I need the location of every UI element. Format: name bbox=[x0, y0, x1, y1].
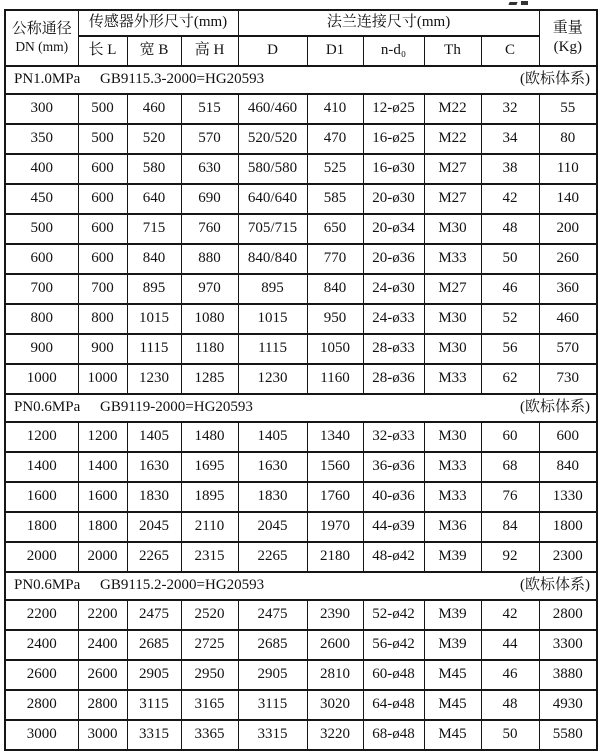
cell-d: 1015 bbox=[238, 304, 307, 334]
cell-c: 42 bbox=[481, 600, 539, 630]
cell-d1: 1050 bbox=[307, 334, 363, 364]
cell-n-d0: 56-ø42 bbox=[363, 630, 424, 660]
section-pressure: PN1.0MPa bbox=[14, 71, 81, 88]
cell-weight: 360 bbox=[539, 274, 597, 304]
cell-d1: 1970 bbox=[307, 512, 363, 542]
cell-d: 460/460 bbox=[238, 94, 307, 124]
cell-n-d0: 68-ø48 bbox=[363, 720, 424, 750]
cell-n-d0: 64-ø48 bbox=[363, 690, 424, 720]
cell-weight: 55 bbox=[539, 94, 597, 124]
cell-th: M33 bbox=[424, 244, 481, 274]
header-sensor-dimensions-group: 传感器外形尺寸(mm) bbox=[78, 10, 238, 36]
cell-th: M33 bbox=[424, 364, 481, 394]
header-col-th: Th bbox=[424, 36, 481, 66]
cell-n-d0: 60-ø48 bbox=[363, 660, 424, 690]
cell-width-b: 1405 bbox=[127, 422, 181, 452]
section-header-cell bbox=[5, 572, 597, 600]
cell-height-h: 3165 bbox=[181, 690, 238, 720]
cell-c: 60 bbox=[481, 422, 539, 452]
cell-weight: 600 bbox=[539, 422, 597, 452]
section-pressure: PN0.6MPa bbox=[14, 577, 81, 594]
cell-length-l: 2200 bbox=[78, 600, 127, 630]
cell-th: M27 bbox=[424, 184, 481, 214]
cell-length-l: 2800 bbox=[78, 690, 127, 720]
cell-th: M33 bbox=[424, 482, 481, 512]
cell-dn: 300 bbox=[5, 94, 78, 124]
cell-c: 68 bbox=[481, 452, 539, 482]
cell-length-l: 2600 bbox=[78, 660, 127, 690]
cell-length-l: 500 bbox=[78, 94, 127, 124]
cell-c: 56 bbox=[481, 334, 539, 364]
cell-weight: 1800 bbox=[539, 512, 597, 542]
cell-height-h: 880 bbox=[181, 244, 238, 274]
header-col-height-h: 高 H bbox=[181, 36, 238, 66]
table-row bbox=[5, 244, 597, 274]
cell-c: 46 bbox=[481, 660, 539, 690]
cell-weight: 570 bbox=[539, 334, 597, 364]
cell-weight: 460 bbox=[539, 304, 597, 334]
cell-length-l: 900 bbox=[78, 334, 127, 364]
cell-d: 1115 bbox=[238, 334, 307, 364]
cell-height-h: 3365 bbox=[181, 720, 238, 750]
cell-weight: 200 bbox=[539, 214, 597, 244]
cell-d: 895 bbox=[238, 274, 307, 304]
cell-length-l: 500 bbox=[78, 124, 127, 154]
table-row bbox=[5, 274, 597, 304]
cell-n-d0: 20-ø34 bbox=[363, 214, 424, 244]
cell-width-b: 3115 bbox=[127, 690, 181, 720]
cell-n-d0: 36-ø36 bbox=[363, 452, 424, 482]
cell-c: 84 bbox=[481, 512, 539, 542]
cell-dn: 900 bbox=[5, 334, 78, 364]
section-header-cell bbox=[5, 66, 597, 94]
cell-th: M39 bbox=[424, 542, 481, 572]
section-header-row bbox=[5, 572, 597, 600]
cell-d1: 950 bbox=[307, 304, 363, 334]
cell-weight: 5580 bbox=[539, 720, 597, 750]
cell-dn: 450 bbox=[5, 184, 78, 214]
header-row-columns bbox=[5, 36, 597, 66]
table-row bbox=[5, 94, 597, 124]
cell-dn: 700 bbox=[5, 274, 78, 304]
cell-d1: 840 bbox=[307, 274, 363, 304]
header-weight-title: 重量 bbox=[552, 20, 583, 37]
table-row bbox=[5, 482, 597, 512]
cell-d1: 1340 bbox=[307, 422, 363, 452]
header-col-length-l: 长 L bbox=[78, 36, 127, 66]
cell-n-d0: 24-ø33 bbox=[363, 304, 424, 334]
cell-c: 34 bbox=[481, 124, 539, 154]
cell-height-h: 1180 bbox=[181, 334, 238, 364]
cell-dn: 2000 bbox=[5, 542, 78, 572]
cell-n-d0: 12-ø25 bbox=[363, 94, 424, 124]
cell-weight: 2300 bbox=[539, 542, 597, 572]
cell-width-b: 2265 bbox=[127, 542, 181, 572]
header-weight-sub: (Kg) bbox=[553, 39, 582, 55]
table-row bbox=[5, 154, 597, 184]
cell-length-l: 600 bbox=[78, 214, 127, 244]
cell-n-d0: 52-ø42 bbox=[363, 600, 424, 630]
cell-dn: 1400 bbox=[5, 452, 78, 482]
table-row bbox=[5, 630, 597, 660]
cell-dn: 500 bbox=[5, 214, 78, 244]
cell-height-h: 2950 bbox=[181, 660, 238, 690]
section-note: (欧标体系) bbox=[520, 399, 591, 416]
cell-c: 50 bbox=[481, 720, 539, 750]
section-note: (欧标体系) bbox=[520, 577, 591, 594]
cell-n-d0: 20-ø30 bbox=[363, 184, 424, 214]
cell-th: M45 bbox=[424, 660, 481, 690]
cell-th: M45 bbox=[424, 690, 481, 720]
header-col-d1: D1 bbox=[307, 36, 363, 66]
cell-d1: 2810 bbox=[307, 660, 363, 690]
cell-width-b: 2475 bbox=[127, 600, 181, 630]
table-row bbox=[5, 214, 597, 244]
cell-height-h: 1480 bbox=[181, 422, 238, 452]
cell-d1: 470 bbox=[307, 124, 363, 154]
cell-c: 48 bbox=[481, 214, 539, 244]
cell-d: 3315 bbox=[238, 720, 307, 750]
cell-c: 50 bbox=[481, 244, 539, 274]
cell-c: 48 bbox=[481, 690, 539, 720]
cell-weight: 260 bbox=[539, 244, 597, 274]
table-row bbox=[5, 542, 597, 572]
cell-length-l: 800 bbox=[78, 304, 127, 334]
cell-length-l: 600 bbox=[78, 154, 127, 184]
cell-n-d0: 40-ø36 bbox=[363, 482, 424, 512]
cell-dn: 2600 bbox=[5, 660, 78, 690]
cell-dn: 2800 bbox=[5, 690, 78, 720]
cell-d1: 3220 bbox=[307, 720, 363, 750]
cell-th: M45 bbox=[424, 720, 481, 750]
section-header-row bbox=[5, 66, 597, 94]
table-row bbox=[5, 660, 597, 690]
cell-th: M30 bbox=[424, 214, 481, 244]
cell-d: 705/715 bbox=[238, 214, 307, 244]
table-header bbox=[5, 10, 597, 66]
cell-dn: 2200 bbox=[5, 600, 78, 630]
cell-d: 840/840 bbox=[238, 244, 307, 274]
cell-length-l: 1400 bbox=[78, 452, 127, 482]
header-dn-title: 公称通径 bbox=[11, 21, 72, 38]
cell-n-d0: 16-ø25 bbox=[363, 124, 424, 154]
cell-height-h: 2110 bbox=[181, 512, 238, 542]
header-dn-sub: DN (mm) bbox=[15, 38, 69, 54]
section-standard: GB9115.2-2000=HG20593 bbox=[100, 577, 265, 594]
cell-d: 1830 bbox=[238, 482, 307, 512]
table-row bbox=[5, 334, 597, 364]
cell-th: M33 bbox=[424, 452, 481, 482]
cell-d: 2045 bbox=[238, 512, 307, 542]
cell-d1: 1160 bbox=[307, 364, 363, 394]
cell-width-b: 1230 bbox=[127, 364, 181, 394]
table-row bbox=[5, 184, 597, 214]
cell-width-b: 1015 bbox=[127, 304, 181, 334]
cell-height-h: 515 bbox=[181, 94, 238, 124]
cell-d1: 650 bbox=[307, 214, 363, 244]
cell-c: 38 bbox=[481, 154, 539, 184]
cell-weight: 3300 bbox=[539, 630, 597, 660]
cell-d: 3115 bbox=[238, 690, 307, 720]
cell-length-l: 700 bbox=[78, 274, 127, 304]
cell-height-h: 570 bbox=[181, 124, 238, 154]
cell-c: 32 bbox=[481, 94, 539, 124]
table-row bbox=[5, 124, 597, 154]
cell-dn: 1800 bbox=[5, 512, 78, 542]
header-weight bbox=[539, 10, 597, 66]
header-col-d: D bbox=[238, 36, 307, 66]
cell-length-l: 3000 bbox=[78, 720, 127, 750]
cell-width-b: 2905 bbox=[127, 660, 181, 690]
cell-th: M22 bbox=[424, 124, 481, 154]
cell-width-b: 1830 bbox=[127, 482, 181, 512]
header-col-width-b: 宽 B bbox=[127, 36, 181, 66]
cell-length-l: 1000 bbox=[78, 364, 127, 394]
cell-width-b: 2685 bbox=[127, 630, 181, 660]
cell-d: 640/640 bbox=[238, 184, 307, 214]
cell-height-h: 1695 bbox=[181, 452, 238, 482]
cell-th: M39 bbox=[424, 630, 481, 660]
section-pressure: PN0.6MPa bbox=[14, 399, 81, 416]
header-col-c: C bbox=[481, 36, 539, 66]
cell-height-h: 690 bbox=[181, 184, 238, 214]
cell-dn: 800 bbox=[5, 304, 78, 334]
cell-th: M27 bbox=[424, 154, 481, 184]
cell-dn: 1000 bbox=[5, 364, 78, 394]
cell-d: 2685 bbox=[238, 630, 307, 660]
cell-width-b: 895 bbox=[127, 274, 181, 304]
header-nominal-diameter bbox=[5, 10, 78, 66]
cell-d: 2265 bbox=[238, 542, 307, 572]
cell-height-h: 2725 bbox=[181, 630, 238, 660]
cell-height-h: 2315 bbox=[181, 542, 238, 572]
cell-th: M39 bbox=[424, 600, 481, 630]
cell-height-h: 1895 bbox=[181, 482, 238, 512]
cell-width-b: 2045 bbox=[127, 512, 181, 542]
cell-c: 46 bbox=[481, 274, 539, 304]
cell-d: 520/520 bbox=[238, 124, 307, 154]
cell-th: M27 bbox=[424, 274, 481, 304]
cell-length-l: 1600 bbox=[78, 482, 127, 512]
cell-height-h: 1080 bbox=[181, 304, 238, 334]
cell-d: 1630 bbox=[238, 452, 307, 482]
section-note: (欧标体系) bbox=[520, 71, 591, 88]
cell-d: 580/580 bbox=[238, 154, 307, 184]
cell-dn: 2400 bbox=[5, 630, 78, 660]
cell-length-l: 1200 bbox=[78, 422, 127, 452]
cell-th: M30 bbox=[424, 334, 481, 364]
cell-th: M22 bbox=[424, 94, 481, 124]
cell-dn: 600 bbox=[5, 244, 78, 274]
cell-th: M36 bbox=[424, 512, 481, 542]
cell-width-b: 3315 bbox=[127, 720, 181, 750]
table-row bbox=[5, 422, 597, 452]
table-row bbox=[5, 304, 597, 334]
cell-d: 1230 bbox=[238, 364, 307, 394]
cell-width-b: 640 bbox=[127, 184, 181, 214]
cell-n-d0: 44-ø39 bbox=[363, 512, 424, 542]
cell-weight: 140 bbox=[539, 184, 597, 214]
cell-d1: 1560 bbox=[307, 452, 363, 482]
cell-width-b: 1630 bbox=[127, 452, 181, 482]
cell-c: 52 bbox=[481, 304, 539, 334]
cell-n-d0: 28-ø36 bbox=[363, 364, 424, 394]
cell-width-b: 1115 bbox=[127, 334, 181, 364]
cell-width-b: 580 bbox=[127, 154, 181, 184]
table-row bbox=[5, 364, 597, 394]
cell-weight: 80 bbox=[539, 124, 597, 154]
cell-d1: 525 bbox=[307, 154, 363, 184]
section-header-cell bbox=[5, 394, 597, 422]
cell-c: 62 bbox=[481, 364, 539, 394]
cell-d1: 3020 bbox=[307, 690, 363, 720]
header-flange-connection-group: 法兰连接尺寸(mm) bbox=[238, 10, 539, 36]
cell-width-b: 715 bbox=[127, 214, 181, 244]
cell-d1: 2600 bbox=[307, 630, 363, 660]
cell-weight: 2800 bbox=[539, 600, 597, 630]
cell-weight: 730 bbox=[539, 364, 597, 394]
cell-length-l: 600 bbox=[78, 184, 127, 214]
cell-d1: 2180 bbox=[307, 542, 363, 572]
cell-dn: 1200 bbox=[5, 422, 78, 452]
cell-d: 1405 bbox=[238, 422, 307, 452]
table-row bbox=[5, 600, 597, 630]
header-col-n-d0: n-d₀ bbox=[363, 36, 424, 66]
cell-n-d0: 32-ø33 bbox=[363, 422, 424, 452]
cell-c: 42 bbox=[481, 184, 539, 214]
cell-n-d0: 24-ø30 bbox=[363, 274, 424, 304]
section-header-row bbox=[5, 394, 597, 422]
cell-d1: 585 bbox=[307, 184, 363, 214]
cell-width-b: 460 bbox=[127, 94, 181, 124]
cell-width-b: 520 bbox=[127, 124, 181, 154]
cell-d1: 2390 bbox=[307, 600, 363, 630]
cell-n-d0: 28-ø33 bbox=[363, 334, 424, 364]
section-standard: GB9119-2000=HG20593 bbox=[100, 399, 253, 416]
cell-height-h: 970 bbox=[181, 274, 238, 304]
table-row bbox=[5, 452, 597, 482]
cell-weight: 4930 bbox=[539, 690, 597, 720]
cell-height-h: 2520 bbox=[181, 600, 238, 630]
cell-dn: 350 bbox=[5, 124, 78, 154]
cell-height-h: 760 bbox=[181, 214, 238, 244]
cell-c: 76 bbox=[481, 482, 539, 512]
cell-weight: 1330 bbox=[539, 482, 597, 512]
cell-height-h: 630 bbox=[181, 154, 238, 184]
cell-d1: 410 bbox=[307, 94, 363, 124]
table-row bbox=[5, 690, 597, 720]
flange-dimension-table bbox=[4, 9, 598, 751]
cell-width-b: 840 bbox=[127, 244, 181, 274]
cell-weight: 3880 bbox=[539, 660, 597, 690]
cell-weight: 840 bbox=[539, 452, 597, 482]
cell-c: 92 bbox=[481, 542, 539, 572]
table-row bbox=[5, 720, 597, 750]
cell-th: M30 bbox=[424, 304, 481, 334]
cell-c: 44 bbox=[481, 630, 539, 660]
section-standard: GB9115.3-2000=HG20593 bbox=[100, 71, 265, 88]
cell-dn: 400 bbox=[5, 154, 78, 184]
cell-d1: 770 bbox=[307, 244, 363, 274]
cell-length-l: 1800 bbox=[78, 512, 127, 542]
cell-dn: 1600 bbox=[5, 482, 78, 512]
cell-height-h: 1285 bbox=[181, 364, 238, 394]
cell-length-l: 2400 bbox=[78, 630, 127, 660]
cell-d1: 1760 bbox=[307, 482, 363, 512]
table-row bbox=[5, 512, 597, 542]
cell-th: M30 bbox=[424, 422, 481, 452]
cell-dn: 3000 bbox=[5, 720, 78, 750]
header-row-groups bbox=[5, 10, 597, 36]
cropped-text-artifact bbox=[507, 0, 531, 5]
cell-n-d0: 16-ø30 bbox=[363, 154, 424, 184]
cell-length-l: 2000 bbox=[78, 542, 127, 572]
table-body bbox=[5, 66, 597, 750]
cell-n-d0: 48-ø42 bbox=[363, 542, 424, 572]
cell-d: 2475 bbox=[238, 600, 307, 630]
cell-n-d0: 20-ø36 bbox=[363, 244, 424, 274]
cell-d: 2905 bbox=[238, 660, 307, 690]
cell-weight: 110 bbox=[539, 154, 597, 184]
cell-length-l: 600 bbox=[78, 244, 127, 274]
